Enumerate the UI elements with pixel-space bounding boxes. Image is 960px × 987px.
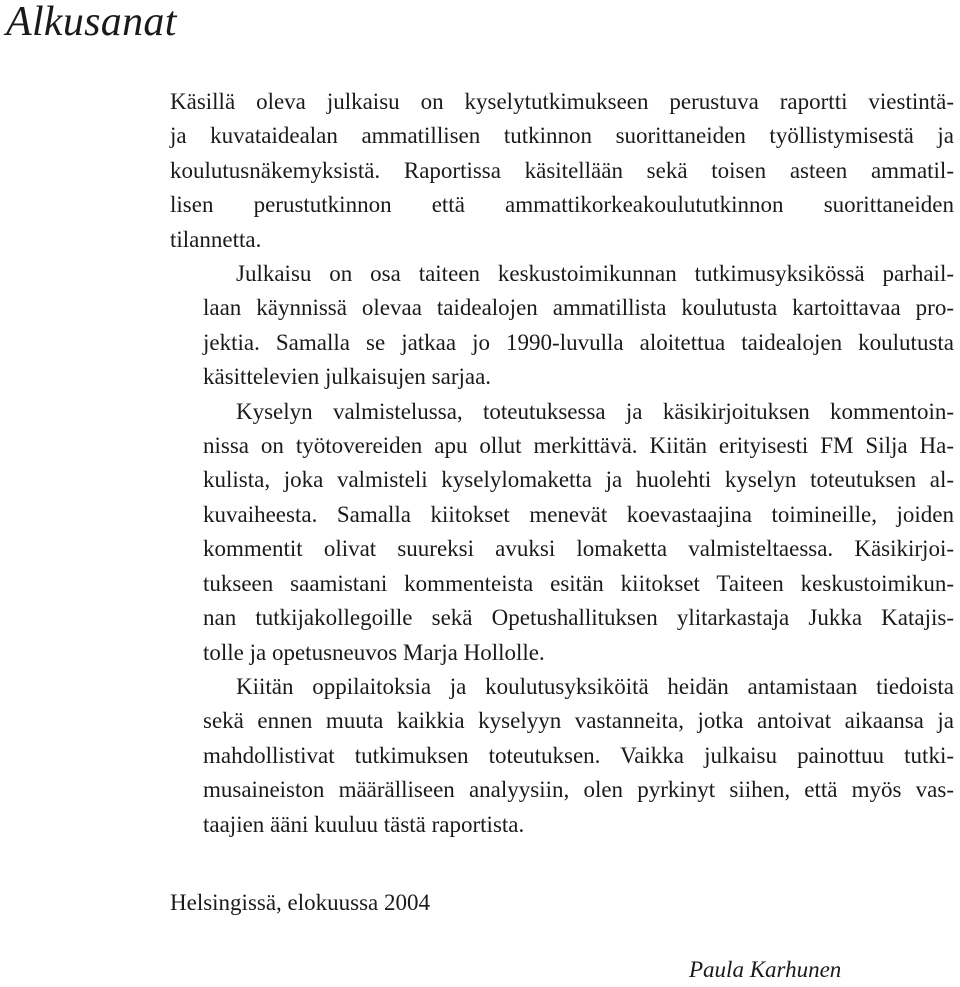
text-line: kuvaiheesta. Samalla kiitokset menevät koevastaajina toimineille, joiden [203, 501, 954, 527]
text-line: tilannetta. [170, 226, 262, 252]
text-line: kulista, joka valmisteli kyselylomaketta ja huolehti kyselyn toteutuksen al- [203, 467, 954, 493]
text-line: nan tutkijakollegoille sekä Opetushallituksen ylitarkastaja Jukka Katajis- [203, 605, 954, 631]
paragraph-1 [170, 85, 954, 257]
body-text [170, 85, 954, 842]
text-line: käsittelevien julkaisujen sarjaa. [203, 364, 492, 390]
text-line: lisen perustutkinnon että ammattikorkeakoulututkinnon suorittaneiden [170, 192, 954, 218]
page-title: Alkusanat [6, 0, 177, 45]
place-date: Helsingissä, elokuussa 2004 [170, 890, 431, 915]
text-line: Kiitän oppilaitoksia ja koulutusyksiköitä heidän antamistaan tiedoista [236, 673, 954, 699]
text-line: kommentit olivat suureksi avuksi lomaketta valmisteltaessa. Käsikirjoi- [203, 536, 954, 562]
text-line: tolle ja opetusneuvos Marja Hollolle. [203, 639, 545, 665]
text-line: nissa on työtovereiden apu ollut merkittävä. Kiitän erityisesti FM Silja Ha- [203, 433, 954, 459]
text-line: tukseen saamistani kommenteista esitän kiitokset Taiteen keskustoimikun- [203, 570, 954, 596]
text-line: mahdollistivat tutkimuksen toteutuksen. Vaikka julkaisu painottuu tutki- [203, 742, 954, 768]
text-line: Kyselyn valmistelussa, toteutuksessa ja käsikirjoituksen kommentoin- [236, 398, 954, 424]
text-line: sekä ennen muuta kaikkia kyselyyn vastanneita, jotka antoivat aikaansa ja [203, 708, 954, 734]
text-line: Julkaisu on osa taiteen keskustoimikunnan tutkimusyksikössä parhail- [236, 261, 954, 287]
paragraph-4 [170, 670, 954, 842]
text-line: koulutusnäkemyksistä. Raportissa käsitellään sekä toisen asteen ammatil- [170, 157, 954, 183]
text-line: ja kuvataidealan ammatillisen tutkinnon suorittaneiden työllistymisestä ja [170, 123, 954, 149]
text-line: laan käynnissä olevaa taidealojen ammatillista koulutusta kartoittavaa pro- [203, 295, 954, 321]
author-signature: Paula Karhunen [689, 957, 842, 982]
paragraph-2 [170, 257, 954, 395]
paragraph-3 [170, 395, 954, 670]
text-line: Käsillä oleva julkaisu on kyselytutkimukseen perustuva raportti viestintä- [170, 89, 954, 114]
text-line: jektia. Samalla se jatkaa jo 1990-luvulla aloitettua taidealojen koulutusta [203, 329, 954, 355]
text-line: taajien ääni kuuluu tästä raportista. [203, 811, 525, 837]
text-line: musaineiston määrälliseen analyysiin, olen pyrkinyt siihen, että myös vas- [203, 777, 954, 803]
